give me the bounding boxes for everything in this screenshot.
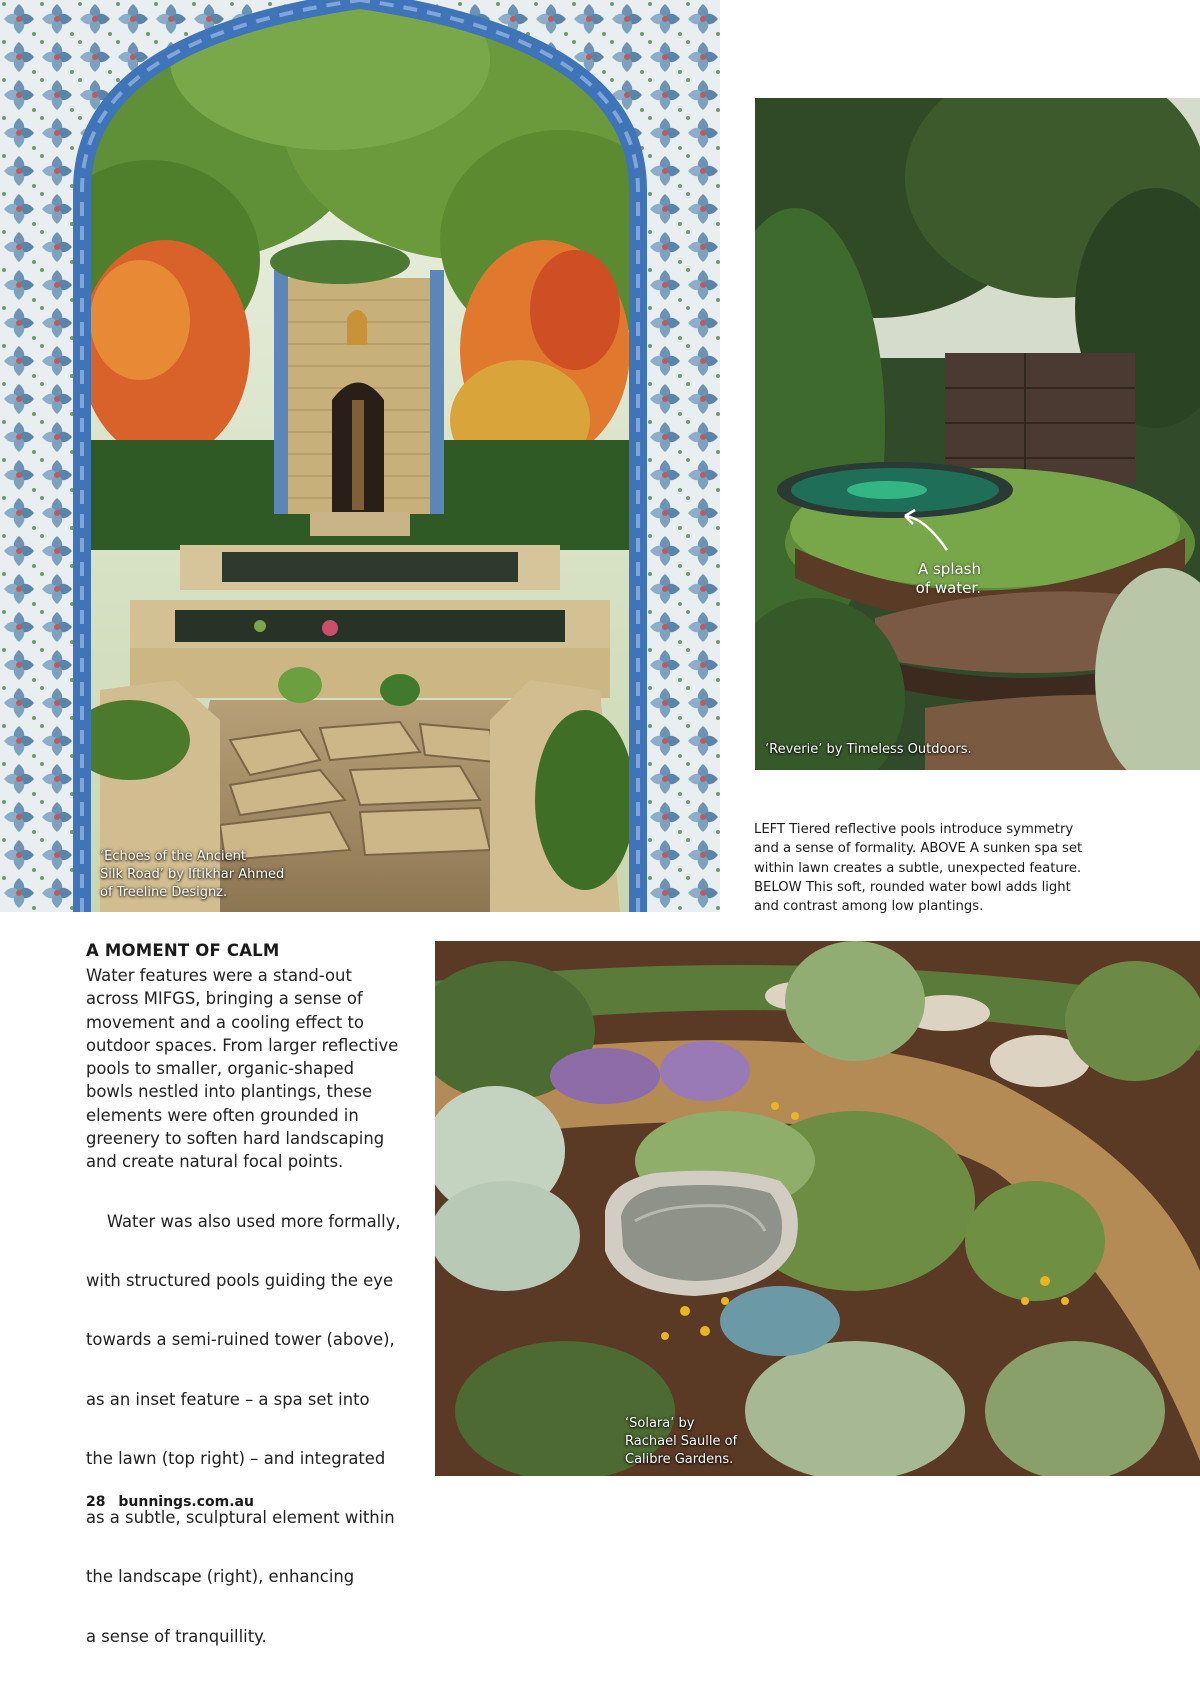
- article-paragraph-2: [86, 1174, 416, 1684]
- paragraph-1-line-2: across MIFGS, bringing a sense of: [86, 989, 363, 1009]
- article: [86, 940, 416, 1684]
- paragraph-2-line-7: the landscape (right), enhancing: [86, 1567, 355, 1587]
- photo-bottom-caption-line-1: ‘Solara’ by: [625, 1416, 695, 1431]
- paragraph-2-line-1: Water was also used more formally,: [86, 1211, 401, 1231]
- photo-echoes-silk-road: [0, 0, 720, 912]
- photo-right-caption: [765, 741, 972, 759]
- photo-left-caption-line-1: ‘Echoes of the Ancient: [100, 849, 246, 864]
- photo-bottom-caption: [625, 1415, 737, 1469]
- paragraph-1-line-7: elements were often grounded in: [86, 1105, 359, 1125]
- captions-line-4: BELOW This soft, rounded water bowl adds light: [754, 879, 1071, 895]
- captions-line-3: within lawn creates a subtle, unexpected feature.: [754, 860, 1082, 876]
- paragraph-1-line-1: Water features were a stand-out: [86, 966, 352, 985]
- photo-bottom-caption-line-2: Rachael Saulle of: [625, 1434, 738, 1449]
- paragraph-2-line-5: the lawn (top right) – and integrated: [86, 1448, 386, 1468]
- spa-annotation-line-1: A splash: [917, 560, 981, 578]
- photo-right-illustration: [755, 98, 1200, 770]
- photo-captions-block: [754, 820, 1200, 916]
- photo-bottom-illustration: [435, 941, 1200, 1476]
- article-heading: A MOMENT OF CALM: [86, 941, 280, 960]
- photo-left-caption-line-2: Silk Road’ by Iftikhar Ahmed: [100, 867, 285, 882]
- paragraph-1-line-4: outdoor spaces. From larger reflective: [86, 1035, 399, 1055]
- site-link[interactable]: bunnings.com.au: [118, 1494, 254, 1510]
- paragraph-2-line-3: towards a semi-ruined tower (above),: [86, 1330, 395, 1350]
- page-footer: [86, 1494, 254, 1510]
- spa-annotation-line-2: of water.: [915, 579, 981, 597]
- paragraph-2-line-4: as an inset feature – a spa set into: [86, 1389, 370, 1409]
- paragraph-2-line-8: a sense of tranquillity.: [86, 1626, 267, 1646]
- article-paragraph-1: [86, 964, 416, 1174]
- photo-left-caption: [100, 848, 284, 902]
- paragraph-1-line-8: greenery to soften hard landscaping: [86, 1129, 385, 1149]
- paragraph-1-line-6: bowls nestled into plantings, these: [86, 1082, 373, 1102]
- photo-solara: [435, 941, 1200, 1476]
- paragraph-1-line-3: movement and a cooling effect to: [86, 1012, 364, 1032]
- paragraph-2-line-6: as a subtle, sculptural element within: [86, 1508, 395, 1528]
- captions-line-2: and a sense of formality. ABOVE A sunken spa set: [754, 841, 1083, 857]
- captions-line-5: and contrast among low plantings.: [754, 899, 984, 915]
- paragraph-1-line-5: pools to smaller, organic-shaped: [86, 1059, 354, 1079]
- paragraph-2-line-2: with structured pools guiding the eye: [86, 1270, 394, 1290]
- photo-reverie: [755, 98, 1200, 770]
- page-number: 28: [86, 1494, 106, 1510]
- captions-line-1: LEFT Tiered reflective pools introduce symmetry: [754, 822, 1074, 837]
- paragraph-1-line-9: and create natural focal points.: [86, 1152, 344, 1172]
- photo-left-illustration: [0, 0, 720, 912]
- photo-left-caption-line-3: of Treeline Designz.: [100, 885, 228, 900]
- spa-annotation: [881, 560, 981, 598]
- photo-right-caption-line: ‘Reverie’ by Timeless Outdoors.: [765, 742, 972, 757]
- photo-bottom-caption-line-3: Calibre Gardens.: [625, 1452, 734, 1467]
